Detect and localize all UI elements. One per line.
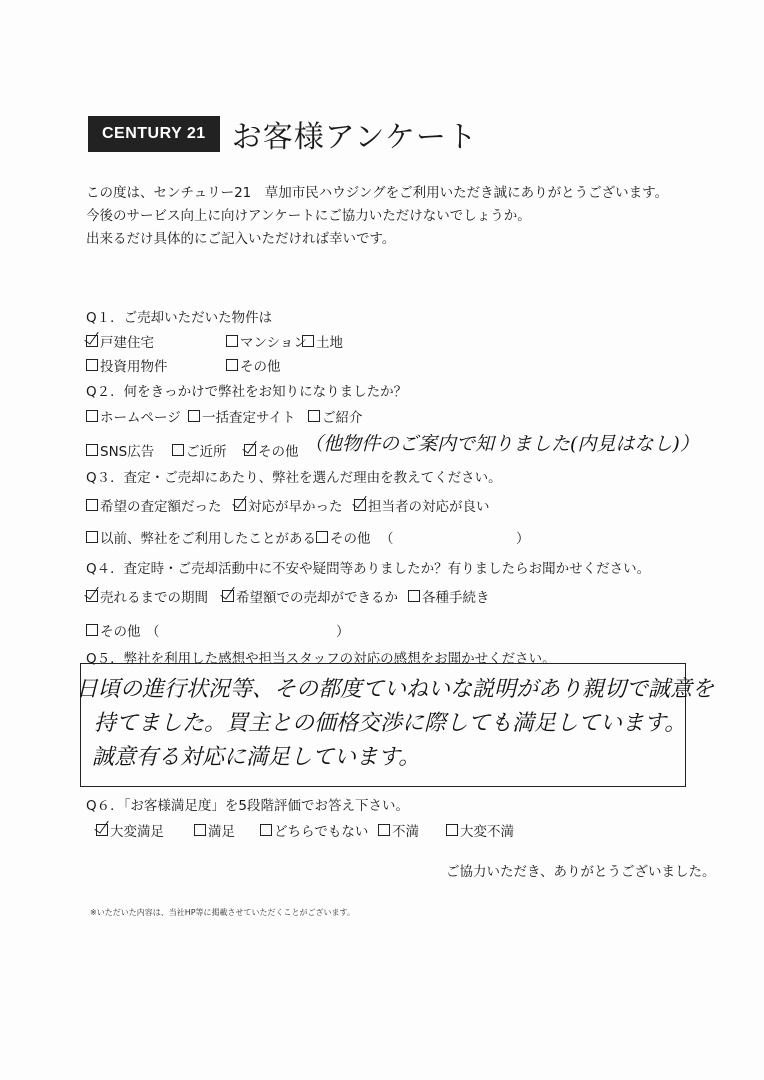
checkbox[interactable] [222,590,234,602]
q6-option[interactable]: 不満 [378,820,419,840]
q1-option[interactable]: マンション [226,331,307,351]
checkbox[interactable] [446,824,458,836]
checkbox[interactable] [260,824,272,836]
q2-option[interactable]: ご紹介 [308,406,363,426]
q4-other-open: （ [146,624,160,640]
century21-logo: CENTURY 21 [88,116,220,152]
checkbox[interactable] [86,531,98,543]
checkbox[interactable] [226,335,238,347]
checkbox[interactable] [86,444,98,456]
q6-question: Q６．「お客様満足度」を5段階評価でお答え下さい。 [86,798,409,814]
q2-question: Q２．何をきっかけで弊社をお知りになりましたか？ [86,384,408,400]
checkbox[interactable] [188,410,200,422]
q1-option[interactable]: 投資用物件 [86,355,168,375]
checkbox[interactable] [86,590,98,602]
q3-question: Q３．査定・ご売却にあたり、弊社を選んだ理由を教えてください。 [86,470,502,486]
q5-handwriting-line: 日頃の進行状況等、その都度ていねいな説明があり親切で誠意を [76,677,715,702]
q4-option[interactable]: 希望額での売却ができるか [222,586,398,606]
checkbox[interactable] [86,359,98,371]
q5-question: Q５．弊社を利用した感想や担当スタッフの対応の感想をお聞かせください。 [86,651,556,667]
q4-other-close: ） [336,624,350,640]
checkbox[interactable] [96,824,108,836]
q6-option[interactable]: どちらでもない [260,820,368,840]
q2-option[interactable]: ご近所 [172,440,227,460]
q1-option[interactable]: その他 [226,355,281,375]
q4-option[interactable]: その他 [86,620,141,640]
checkbox[interactable] [308,410,320,422]
checkbox[interactable] [194,824,206,836]
q6-option[interactable]: 大変不満 [446,820,514,840]
q5-handwriting-line: 持てました。買主との価格交渉に際しても満足しています。 [94,711,687,736]
q3-option[interactable]: 対応が早かった [234,495,343,515]
checkbox[interactable] [234,499,246,511]
checkbox[interactable] [378,824,390,836]
q1-option[interactable]: 戸建住宅 [86,331,154,351]
q2-option[interactable]: その他 [244,440,299,460]
q3-option[interactable]: 希望の査定額だった [86,495,222,515]
checkbox[interactable] [86,499,98,511]
q2-other-handwriting: （他物件のご案内で知りました(内見はなし)） [304,433,699,455]
closing-text: ご協力いただき、ありがとうございました。 [446,864,716,880]
checkbox[interactable] [86,624,98,636]
q3-other-open: （ [380,531,394,547]
checkbox[interactable] [244,444,256,456]
checkbox[interactable] [408,590,420,602]
q4-option[interactable]: 各種手続き [408,586,490,606]
checkbox[interactable] [354,499,366,511]
intro-line: この度は、センチュリー21 草加市民ハウジングをご利用いただき誠にありがとうございます。 [86,185,669,201]
checkbox[interactable] [302,335,314,347]
intro-line: 出来るだけ具体的にご記入いただければ幸いです。 [86,231,396,247]
q4-option[interactable]: 売れるまでの期間 [86,586,208,606]
q5-handwriting-line: 誠意有る対応に満足しています。 [92,745,421,770]
checkbox[interactable] [226,359,238,371]
q1-question: Q１．ご売却いただいた物件は [86,310,273,326]
q2-option[interactable]: 一括査定サイト [188,406,296,426]
footnote: ※いただいた内容は、当社HP等に掲載させていただくことがございます。 [90,908,355,917]
checkbox[interactable] [86,335,98,347]
q3-option[interactable]: 担当者の対応が良い [354,495,490,515]
intro-line: 今後のサービス向上に向けアンケートにご協力いただけないでしょうか。 [86,208,531,224]
intro-text [86,182,668,251]
q6-option[interactable]: 満足 [194,820,235,840]
q1-option[interactable]: 土地 [302,331,343,351]
q3-option[interactable]: 以前、弊社をご利用したことがある [86,527,316,547]
header [88,112,478,156]
q3-option[interactable]: その他 [316,527,371,547]
q6-option[interactable]: 大変満足 [96,820,164,840]
checkbox[interactable] [172,444,184,456]
q3-other-close: ） [516,531,530,547]
q2-option[interactable]: SNS広告 [86,440,154,460]
checkbox[interactable] [316,531,328,543]
q4-question: Q４．査定時・ご売却活動中に不安や疑問等ありましたか？有りましたらお聞かせください。 [86,561,651,577]
q2-option[interactable]: ホームページ [86,406,181,426]
page-title: お客様アンケート [231,120,478,155]
checkbox[interactable] [86,410,98,422]
